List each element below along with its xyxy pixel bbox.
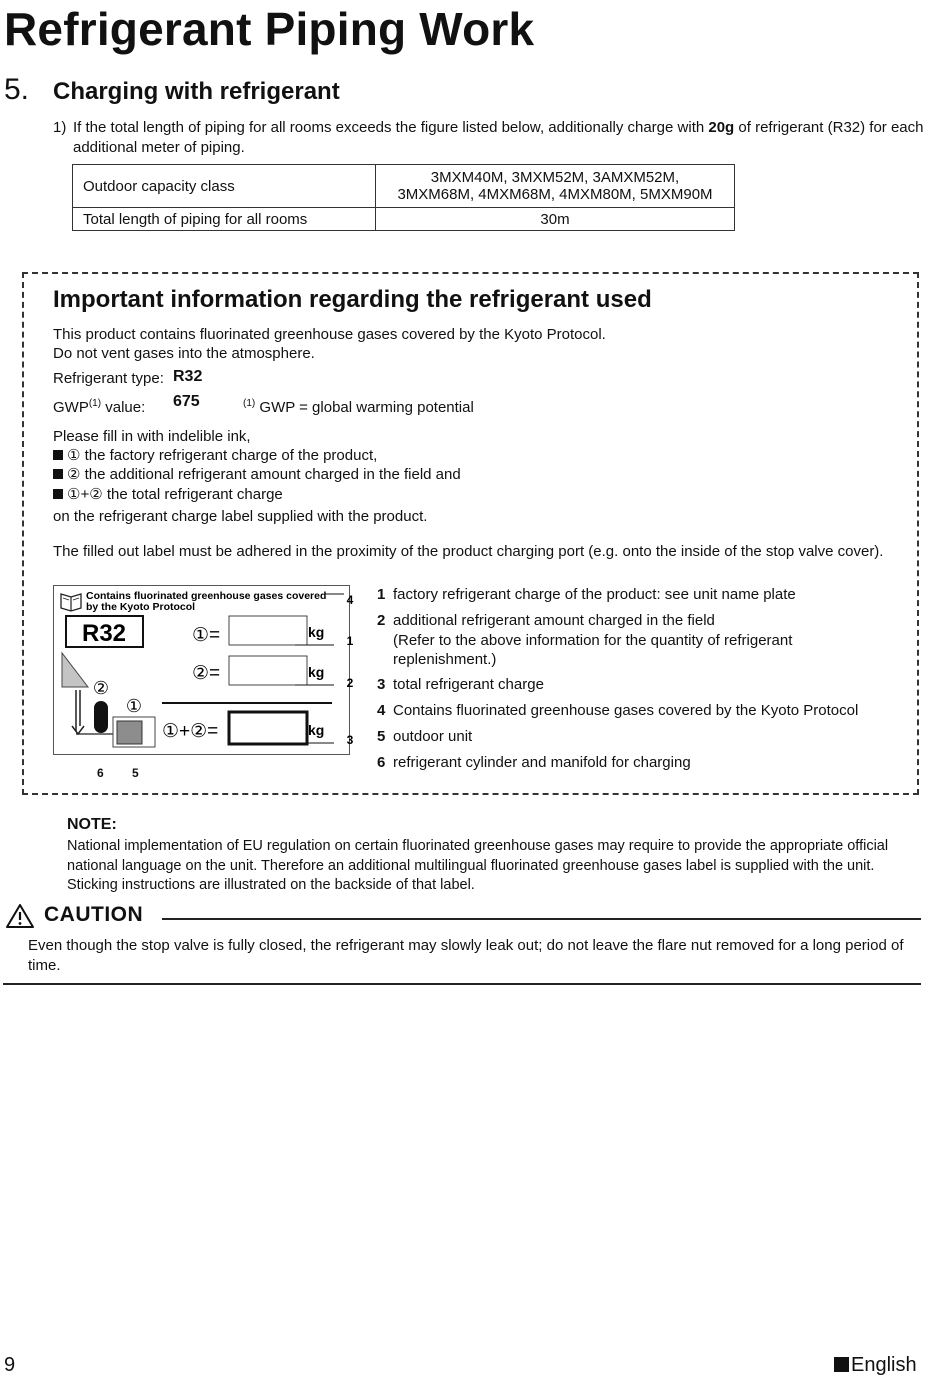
legend-item-4: 4 Contains fluorinated greenhouse gases covered by the Kyoto Protocol — [377, 702, 859, 719]
caution-title: CAUTION — [44, 903, 144, 926]
marker-circle-1: ① — [125, 696, 143, 716]
row1-unit: kg — [308, 624, 325, 640]
language-square-icon — [834, 1357, 849, 1372]
capacity-table — [72, 164, 735, 231]
fill-item-2: ② the additional refrigerant amount charged in the field and — [53, 465, 461, 485]
label-header-line2: by the Kyoto Protocol — [86, 601, 196, 613]
table-row1-value: 3MXM40M, 3MXM52M, 3AMXM52M, 3MXM68M, 4MXM68M, 4MXM80M, 5MXM90M — [376, 165, 735, 208]
section-number: 5. — [4, 73, 30, 106]
important-title: Important information regarding the refrigerant used — [53, 286, 652, 313]
item-text: If the total length of piping for all rooms exceeds the figure listed below, additionally charge with 20g of refrigerant (R32) for each additional meter of piping. — [73, 119, 924, 156]
legend-item-1: 1 factory refrigerant charge of the product: see unit name plate — [377, 586, 796, 603]
page-number: 9 — [4, 1354, 16, 1376]
row3-unit: kg — [308, 722, 325, 738]
item-number: 1) — [53, 119, 67, 136]
fill-outro: on the refrigerant charge label supplied with the product. — [53, 508, 428, 525]
fill-intro: Please fill in with indelible ink, — [53, 428, 251, 445]
footer-language: English — [834, 1354, 917, 1377]
bullet-square-icon — [53, 469, 63, 479]
warning-triangle-icon — [5, 903, 35, 929]
callout-2: 2 — [346, 676, 354, 690]
bullet-square-icon — [53, 489, 63, 499]
row3-symbol: ①+②= — [162, 721, 219, 742]
bullet-square-icon — [53, 450, 63, 460]
r32-text: R32 — [81, 620, 127, 647]
table-row1-label: Outdoor capacity class — [73, 165, 376, 208]
legend-item-2: 2 additional refrigerant amount charged in the field (Refer to the above information for the quantity of refrigerant replenishment.) — [377, 612, 793, 668]
gwp-value: 675 — [173, 393, 200, 410]
note-text: National implementation of EU regulation on certain fluorinated greenhouse gases may require to provide the appropriate official national language on the unit. Therefore an additional multilingual fluorinated greenhouse gases label is supplied with the unit. Sticking instructions are illustrated on the backside of that label. — [67, 838, 889, 893]
grey-triangle — [62, 653, 88, 687]
row2-unit: kg — [308, 664, 325, 680]
legend-item-3: 3 total refrigerant charge — [377, 676, 544, 693]
refrigerant-cylinder-icon — [94, 701, 108, 733]
refrigerant-type-label: Refrigerant type: — [53, 370, 164, 387]
caution-text: Even though the stop valve is fully closed, the refrigerant may slowly leak out; do not leave the flare nut removed for a long period of time. — [28, 937, 904, 974]
callout-1: 1 — [346, 634, 354, 648]
callout-3: 3 — [346, 733, 354, 747]
caution-rule — [162, 918, 921, 920]
do-not-vent-line: Do not vent gases into the atmosphere. — [53, 345, 315, 362]
row2-symbol: ②= — [192, 663, 221, 684]
table-row2-value: 30m — [376, 208, 735, 231]
kyoto-line: This product contains fluorinated greenhouse gases covered by the Kyoto Protocol. — [53, 326, 606, 343]
book-icon — [61, 594, 81, 611]
gwp-label: GWP$^{(1)}$ value: — [53, 398, 146, 416]
fill-item-3: ①+② the total refrigerant charge — [53, 485, 283, 505]
marker-circle-2: ② — [92, 678, 110, 698]
callout-4: 4 — [346, 593, 354, 607]
legend-item-6: 6 refrigerant cylinder and manifold for charging — [377, 754, 691, 771]
callout-markers — [270, 585, 360, 785]
note-title: NOTE: — [67, 816, 117, 833]
fill-item-1: ① the factory refrigerant charge of the product, — [53, 446, 377, 466]
outdoor-unit-icon — [117, 721, 142, 744]
row1-symbol: ①= — [192, 625, 221, 646]
charge-amount: 20g — [708, 119, 735, 136]
table-row2-label: Total length of piping for all rooms — [73, 208, 376, 231]
bottom-rule — [3, 983, 921, 985]
adhere-text: The filled out label must be adhered in the proximity of the product charging port (e.g. onto the inside of the stop valve cover). — [53, 543, 884, 560]
page-title: Refrigerant Piping Work — [4, 3, 535, 55]
refrigerant-type-value: R32 — [173, 368, 203, 385]
callout-5: 5 — [132, 766, 139, 780]
section-title: Charging with refrigerant — [53, 78, 340, 105]
callout-6: 6 — [97, 766, 104, 780]
legend-item-5: 5 outdoor unit — [377, 728, 473, 745]
gwp-footnote: $^{(1)}$ GWP = global warming potential — [243, 398, 474, 416]
label-header-line1: Contains fluorinated greenhouse gases covered — [86, 590, 327, 602]
